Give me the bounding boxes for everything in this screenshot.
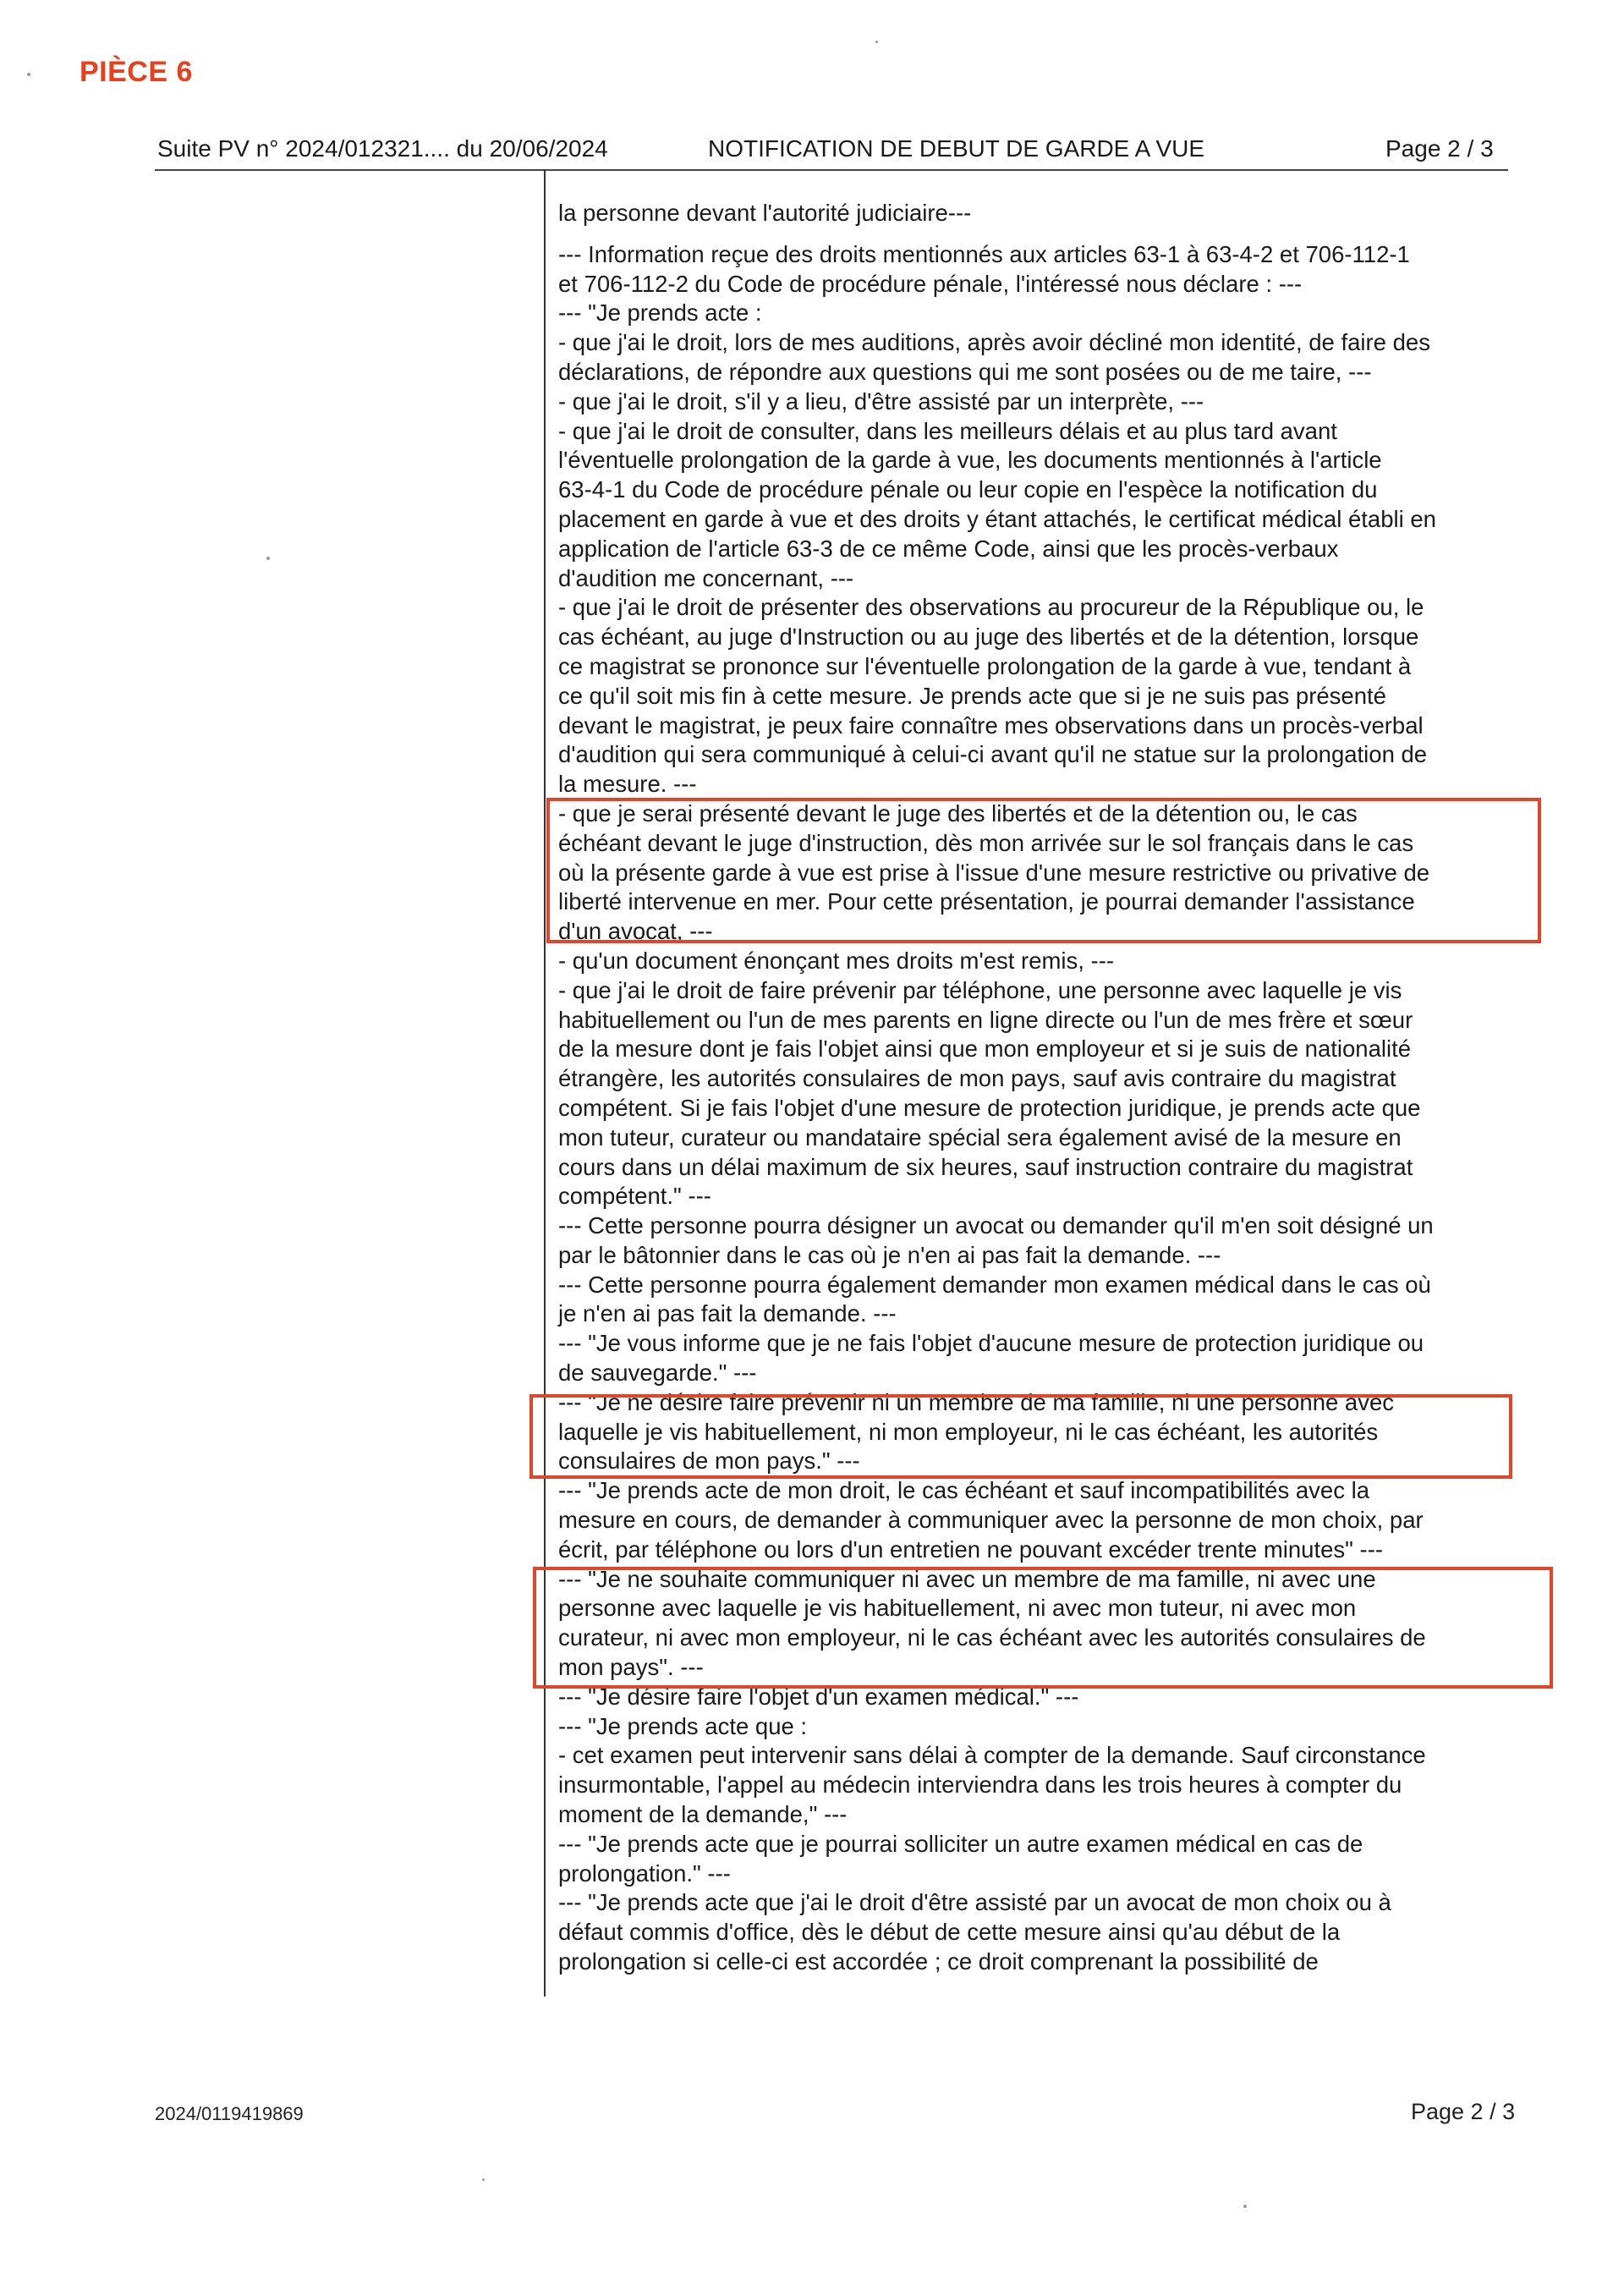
body-line: défaut commis d'office, dès le début de cette mesure ainsi qu'au début de la bbox=[558, 1919, 1341, 1946]
body-line: placement en garde à vue et des droits y étant attachés, le certificat médical établi en bbox=[558, 505, 1436, 532]
body-line: de sauvegarde." --- bbox=[558, 1359, 757, 1387]
body-line: ce qu'il soit mis fin à cette mesure. Je prends acte que si je ne suis pas présenté bbox=[558, 682, 1386, 709]
pv-reference: Suite PV n° 2024/012321.... du 20/06/2024 bbox=[157, 135, 608, 162]
body-line: --- "Je prends acte : bbox=[558, 299, 762, 327]
scan-speck bbox=[875, 41, 878, 43]
body-line: écrit, par téléphone ou lors d'un entretien ne pouvant excéder trente minutes" --- bbox=[558, 1535, 1384, 1563]
body-line: --- Cette personne pourra également demander mon examen médical dans le cas où bbox=[558, 1271, 1431, 1298]
body-line: - cet examen peut intervenir sans délai à compter de la demande. Sauf circonstance bbox=[558, 1742, 1426, 1769]
body-line: où la présente garde à vue est prise à l'issue d'une mesure restrictive ou privative de bbox=[558, 859, 1430, 886]
body-line: déclarations, de répondre aux questions qui me sont posées ou de me taire, --- bbox=[558, 358, 1372, 385]
scan-speck bbox=[1243, 2205, 1247, 2208]
body-line: compétent." --- bbox=[558, 1183, 711, 1210]
scan-speck bbox=[27, 73, 30, 76]
body-line: consulaires de mon pays." --- bbox=[558, 1447, 860, 1475]
body-line: ce magistrat se prononce sur l'éventuelle prolongation de la garde à vue, tendant à bbox=[558, 652, 1412, 679]
highlight-box-no-notification bbox=[529, 1394, 1512, 1479]
header-page-number: Page 2 / 3 bbox=[1385, 135, 1494, 162]
body-line: l'éventuelle prolongation de la garde à vue, les documents mentionnés à l'article bbox=[558, 447, 1382, 474]
scan-speck bbox=[482, 2178, 485, 2181]
body-line: 63-4-1 du Code de procédure pénale ou leur copie en l'espèce la notification du bbox=[558, 476, 1378, 503]
body-line: compétent. Si je fais l'objet d'une mesure de protection juridique, je prends acte que bbox=[558, 1094, 1421, 1121]
body-line: prolongation." --- bbox=[558, 1859, 731, 1887]
body-line: --- "Je prends acte que je pourrai solliciter un autre examen médical en cas de bbox=[558, 1830, 1363, 1857]
body-line: la mesure. --- bbox=[558, 771, 697, 798]
body-line: moment de la demande," --- bbox=[558, 1801, 848, 1828]
body-line: et 706-112-2 du Code de procédure pénale, l'intéressé nous déclare : --- bbox=[558, 270, 1303, 297]
body-line: de la mesure dont je fais l'objet ainsi que mon employeur et si je suis de nationalité bbox=[558, 1035, 1412, 1063]
body-line: d'audition qui sera communiqué à celui-ci avant qu'il ne statue sur la prolongation de bbox=[558, 741, 1428, 768]
body-line: --- "Je désire faire l'objet d'un examen médical." --- bbox=[558, 1683, 1079, 1710]
body-line: cours dans un délai maximum de six heures, sauf instruction contraire du magistrat bbox=[558, 1153, 1413, 1180]
footer-document-number: 2024/0119419869 bbox=[155, 2103, 304, 2124]
body-line: --- Information reçue des droits mentionnés aux articles 63-1 à 63-4-2 et 706-112-1 bbox=[558, 240, 1410, 267]
body-line: --- "Je ne désire faire prévenir ni un membre de ma famille, ni une personne avec bbox=[558, 1388, 1395, 1415]
highlight-box-no-communication bbox=[533, 1567, 1553, 1689]
body-line: application de l'article 63-3 de ce même Code, ainsi que les procès-verbaux bbox=[558, 535, 1339, 562]
body-line: --- "Je vous informe que je ne fais l'objet d'aucune mesure de protection juridique ou bbox=[558, 1330, 1424, 1357]
body-line: - que j'ai le droit de présenter des observations au procureur de la République ou, le bbox=[558, 594, 1424, 621]
document-title: NOTIFICATION DE DEBUT DE GARDE A VUE bbox=[708, 135, 1205, 162]
footer-page-number: Page 2 / 3 bbox=[1411, 2099, 1516, 2124]
body-line: - que j'ai le droit, lors de mes auditions, après avoir décliné mon identité, de faire des bbox=[558, 329, 1430, 356]
body-line: - que j'ai le droit de consulter, dans les meilleurs délais et au plus tard avant bbox=[558, 417, 1337, 444]
header-divider bbox=[155, 169, 1508, 171]
body-line: d'audition me concernant, --- bbox=[558, 564, 854, 591]
body-line: je n'en ai pas fait la demande. --- bbox=[558, 1300, 897, 1327]
body-line: prolongation si celle-ci est accordée ; ce droit comprenant la possibilité de bbox=[558, 1948, 1319, 1975]
body-line: insurmontable, l'appel au médecin interviendra dans les trois heures à compter du bbox=[558, 1771, 1402, 1799]
scan-speck bbox=[266, 557, 270, 560]
body-line: - que j'ai le droit, s'il y a lieu, d'être assisté par un interprète, --- bbox=[558, 387, 1204, 415]
body-line: curateur, ni avec mon employeur, ni le cas échéant avec les autorités consulaires de bbox=[558, 1624, 1426, 1651]
body-line: la personne devant l'autorité judiciaire--- bbox=[558, 200, 972, 226]
page-header bbox=[157, 135, 1511, 171]
body-line: --- "Je prends acte que j'ai le droit d'être assisté par un avocat de mon choix ou à bbox=[558, 1889, 1391, 1916]
body-line: laquelle je vis habituellement, ni mon employeur, ni le cas échéant, les autorités bbox=[558, 1418, 1379, 1445]
body-line: personne avec laquelle je vis habituellement, ni avec mon tuteur, ni avec mon bbox=[558, 1595, 1357, 1622]
body-line: mesure en cours, de demander à communiquer avec la personne de mon choix, par bbox=[558, 1507, 1424, 1534]
body-line: échéant devant le juge d'instruction, dès mon arrivée sur le sol français dans le cas bbox=[558, 829, 1414, 856]
body-line: mon tuteur, curateur ou mandataire spécial sera également avisé de la mesure en bbox=[558, 1123, 1402, 1151]
body-line: cas échéant, au juge d'Instruction ou au juge des libertés et de la détention, lorsque bbox=[558, 623, 1419, 651]
body-line: --- "Je prends acte que : bbox=[558, 1712, 808, 1739]
body-line: par le bâtonnier dans le cas où je n'en ai pas fait la demande. --- bbox=[558, 1241, 1221, 1268]
body-line: étrangère, les autorités consulaires de mon pays, sauf avis contraire du magistrat bbox=[558, 1065, 1396, 1092]
margin-rule bbox=[544, 169, 546, 1997]
body-line: - qu'un document énonçant mes droits m'est remis, --- bbox=[558, 947, 1115, 974]
body-line: devant le magistrat, je peux faire connaître mes observations dans un procès-verbal bbox=[558, 711, 1424, 739]
body-line: liberté intervenue en mer. Pour cette présentation, je pourrai demander l'assistance bbox=[558, 888, 1415, 915]
body-line: - que j'ai le droit de faire prévenir par téléphone, une personne avec laquelle je vis bbox=[558, 976, 1402, 1003]
piece-label: PIÈCE 6 bbox=[80, 56, 193, 88]
body-line: d'un avocat, --- bbox=[558, 918, 713, 945]
highlight-box-presentation bbox=[546, 798, 1541, 943]
body-line: --- Cette personne pourra désigner un avocat ou demander qu'il m'en soit désigné un bbox=[558, 1212, 1434, 1239]
body-line: mon pays". --- bbox=[558, 1654, 704, 1681]
declaration-body bbox=[558, 199, 1539, 1977]
body-line: --- "Je ne souhaite communiquer ni avec un membre de ma famille, ni avec une bbox=[558, 1565, 1376, 1592]
body-line: habituellement ou l'un de mes parents en ligne directe ou l'un de mes frère et sœur bbox=[558, 1006, 1413, 1033]
body-line: - que je serai présenté devant le juge des libertés et de la détention ou, le cas bbox=[558, 799, 1358, 827]
body-line: --- "Je prends acte de mon droit, le cas échéant et sauf incompatibilités avec la bbox=[558, 1477, 1369, 1504]
